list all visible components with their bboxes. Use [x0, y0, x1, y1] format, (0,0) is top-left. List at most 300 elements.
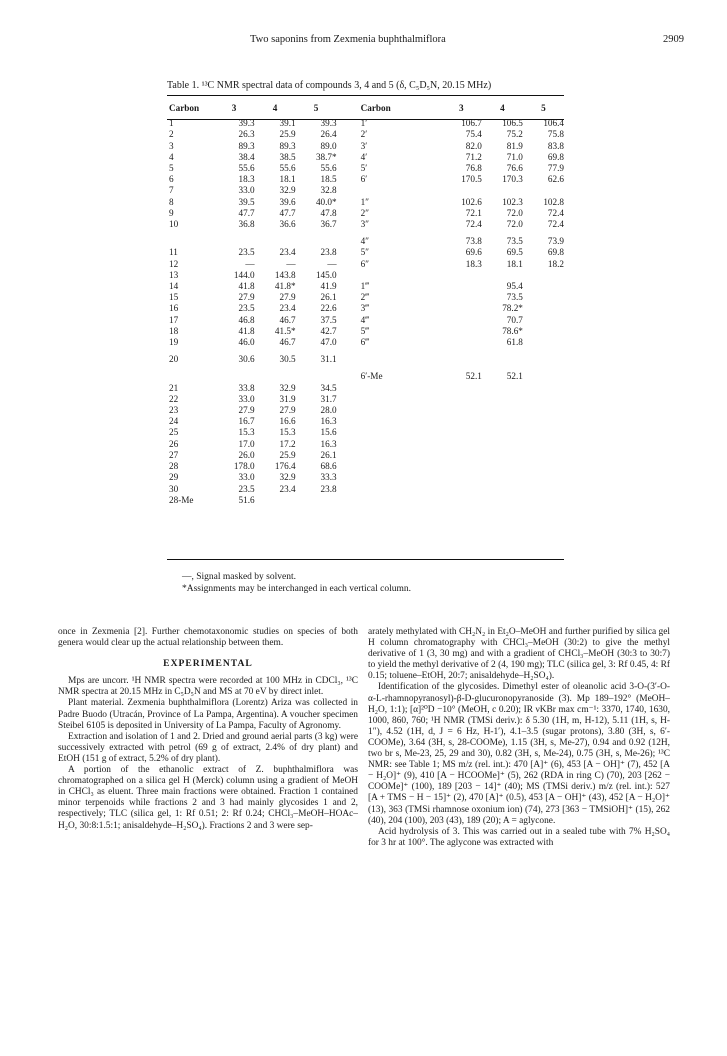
table-cell — [337, 427, 441, 438]
table-cell: 30.5 — [279, 354, 296, 365]
table-cell — [523, 427, 564, 438]
table-cell — [482, 427, 523, 438]
table-row — [167, 427, 564, 438]
table-cell: 3′ — [360, 140, 368, 151]
table-cell: 18.5 — [320, 174, 337, 185]
table-cell: 81.9 — [506, 140, 523, 151]
table-cell: 89.3 — [238, 140, 255, 151]
table-cell: 55.6 — [279, 163, 296, 174]
table-cell: 1′ — [360, 118, 368, 129]
right-text-column — [368, 627, 670, 849]
table-cell: 73.5 — [506, 292, 523, 303]
table-cell: 19 — [169, 337, 179, 348]
table-cell: 47.8 — [320, 207, 337, 218]
table-cell: 106.7 — [461, 118, 482, 129]
table-cell — [337, 405, 441, 416]
table-cell — [441, 427, 482, 438]
table-cell — [441, 315, 482, 326]
footnote-masked: —, Signal masked by solvent. — [182, 572, 296, 582]
table-cell: 68.6 — [320, 461, 337, 472]
table-cell: 40.0* — [315, 196, 337, 207]
table-cell: 25.9 — [279, 449, 296, 460]
table-cell — [482, 450, 523, 461]
table-cell: 32.9 — [279, 185, 296, 196]
table-cell: 27.9 — [279, 292, 296, 303]
table-cell: 23.5 — [238, 303, 255, 314]
table-row — [167, 208, 564, 219]
table-row — [167, 405, 564, 416]
table-row — [167, 129, 564, 140]
table-cell: 61.8 — [506, 337, 523, 348]
table-cell — [441, 484, 482, 495]
paragraph: arately methylated with CH₂N₂ in Et₂O–MeOH and further purified by silica gel H column chromatography with CHCl₃–MeOH (30:2) to give the methyl derivative of 1 (3, 30 mg) and with a gradient of CHCl₃–MeOH (30:3 to 30:7) to yield the methyl derivative of 2 (4, 190 mg); TLC (silica gel, 3: Rf 0.45, 4: Rf 0.15; toluene–EtOH, 20:7; anisaldehyde–H₂SO₄). — [368, 627, 670, 682]
table-cell — [482, 439, 523, 450]
table-cell: 46.8 — [238, 314, 255, 325]
footnote-assignments: *Assignments may be interchanged in each vertical column. — [182, 584, 411, 594]
table-row — [167, 337, 564, 348]
table-cell: 33.0 — [238, 185, 255, 196]
table-cell: 41.5* — [274, 325, 296, 336]
table-cell: 102.3 — [502, 196, 523, 207]
table-row — [167, 163, 564, 174]
table-cell — [523, 484, 564, 495]
table-cell: 17.0 — [238, 438, 255, 449]
table-cell: 4″ — [360, 236, 370, 247]
table-cell: 18.1 — [506, 258, 523, 269]
table-cell: 42.7 — [320, 325, 337, 336]
table-cell: 27.9 — [238, 292, 255, 303]
table-cell — [337, 439, 441, 450]
table-cell: 5″ — [360, 247, 370, 258]
table-cell — [441, 450, 482, 461]
table-cell: 23.4 — [279, 247, 296, 258]
table-cell — [255, 236, 296, 247]
table-cell: 38.4 — [238, 151, 255, 162]
table-cell: 62.6 — [547, 174, 564, 185]
table-cell: 69.8 — [547, 247, 564, 258]
table-cell: 72.4 — [547, 219, 564, 230]
table-cell: 26.1 — [320, 449, 337, 460]
table-cell: 55.6 — [238, 163, 255, 174]
paragraph: Plant material. Zexmenia buphthalmiflora (Lorentz) Ariza was collected in Padre Buodo (Utracán, Province of La Pampa, Argentina). A voucher specimen Steibel 6105 is deposited in University of La Pampa, Faculty of Agronomy. — [58, 698, 358, 731]
table-cell: 41.8* — [274, 281, 296, 292]
table-cell — [441, 354, 482, 365]
table-cell — [441, 416, 482, 427]
table-cell: 15.3 — [279, 427, 296, 438]
table-cell: 16.3 — [320, 416, 337, 427]
table-cell — [441, 303, 482, 314]
table-cell: 71.0 — [506, 151, 523, 162]
table-cell — [523, 416, 564, 427]
paragraph: once in Zexmenia [2]. Further chemotaxonomic studies on species of both genera would clear up the actual relationship between them. — [58, 627, 358, 649]
nmr-table — [167, 103, 564, 506]
table-cell: 6″ — [360, 258, 370, 269]
table-cell — [523, 185, 564, 196]
table-row — [167, 118, 564, 129]
table-cell: 73.5 — [506, 236, 523, 247]
table-cell: 178.0 — [233, 461, 255, 472]
column-header: 3 — [459, 103, 464, 113]
table-cell: 52.1 — [465, 371, 482, 382]
running-header — [0, 34, 727, 48]
paragraph: Extraction and isolation of 1 and 2. Dried and ground aerial parts (3 kg) were successively extracted with petrol (69 g of extract, 2.4% of dry plant) and EtOH (151 g of extract, 5.2% of dry plant). — [58, 731, 358, 764]
table-cell: 1‴ — [360, 281, 370, 292]
table-cell: 41.8 — [238, 325, 255, 336]
table-cell: 4 — [169, 151, 174, 162]
table-cell: 7 — [169, 185, 174, 196]
table-cell — [441, 326, 482, 337]
table-cell: 39.5 — [238, 196, 255, 207]
table-cell — [441, 383, 482, 394]
table-row — [167, 270, 564, 281]
table-cell: 145.0 — [315, 269, 337, 280]
table-cell — [523, 472, 564, 483]
table-cell: 31.1 — [320, 354, 337, 365]
running-title: Two saponins from Zexmenia buphthalmiflora — [250, 34, 446, 45]
table-row — [167, 450, 564, 461]
table-cell — [441, 405, 482, 416]
table-cell: 102.8 — [543, 196, 564, 207]
table-cell: 22 — [169, 393, 179, 404]
column-header: 5 — [541, 103, 546, 113]
table-cell: 69.5 — [506, 247, 523, 258]
table-cell: 6 — [169, 174, 174, 185]
table-cell: 18 — [169, 325, 179, 336]
table-cell: 73.9 — [547, 236, 564, 247]
column-header: 4 — [272, 103, 278, 113]
table-cell: 106.5 — [502, 118, 523, 129]
table-cell — [523, 281, 564, 292]
table-cell — [337, 450, 441, 461]
table-cell — [441, 439, 482, 450]
table-cell — [441, 394, 482, 405]
table-cell — [255, 371, 296, 382]
table-cell: 55.6 — [320, 163, 337, 174]
table-bottom-rule — [167, 559, 564, 560]
table-cell: 6′-Me — [360, 371, 383, 382]
table-cell: 106.4 — [543, 118, 564, 129]
table-cell: 3‴ — [360, 303, 370, 314]
table-cell: 6′ — [360, 174, 368, 185]
table-row — [167, 259, 564, 270]
table-cell — [441, 292, 482, 303]
table-cell: 30 — [169, 483, 179, 494]
column-header: 3 — [231, 103, 237, 113]
table-cell: 28.0 — [320, 405, 337, 416]
table-cell — [214, 236, 255, 247]
table-cell — [523, 326, 564, 337]
table-row — [167, 141, 564, 152]
table-cell: 2′ — [360, 129, 368, 140]
column-header: Carbon — [360, 103, 391, 113]
table-cell: 28 — [169, 461, 179, 472]
table-cell — [167, 371, 214, 382]
table-cell: 46.7 — [279, 337, 296, 348]
table-cell: 16.6 — [279, 416, 296, 427]
table-cell: 89.3 — [279, 140, 296, 151]
table-cell — [441, 337, 482, 348]
table-cell — [482, 354, 523, 365]
table-row — [167, 236, 564, 247]
table-footnotes — [182, 571, 411, 595]
table-cell — [441, 281, 482, 292]
column-header: 4 — [500, 103, 505, 113]
table-row — [167, 315, 564, 326]
table-cell — [296, 236, 337, 247]
table-row — [167, 281, 564, 292]
column-header: Carbon — [169, 103, 200, 113]
table-cell: 26.4 — [320, 129, 337, 140]
paragraph: Mps are uncorr. ¹H NMR spectra were recorded at 100 MHz in CDCl₃, ¹³C NMR spectra at 20.15 MHz in C₅D₅N and MS at 70 eV by direct inlet. — [58, 676, 358, 698]
table-row — [167, 461, 564, 472]
table-row — [167, 303, 564, 314]
table-cell: 38.7* — [315, 151, 337, 162]
table-cell: 27.9 — [279, 405, 296, 416]
table-cell — [214, 371, 255, 382]
table-cell: 31.7 — [320, 393, 337, 404]
table-row — [167, 152, 564, 163]
table-cell — [337, 270, 441, 281]
table-cell: 170.3 — [502, 174, 523, 185]
table-cell — [523, 495, 564, 506]
table-cell — [482, 495, 523, 506]
table-cell: 8 — [169, 196, 174, 207]
table-cell: 10 — [169, 219, 179, 230]
table-cell: 33.0 — [238, 393, 255, 404]
table-cell: 39.6 — [279, 196, 296, 207]
table-cell: 95.4 — [506, 281, 523, 292]
table-cell — [255, 495, 296, 506]
table-cell: 26.0 — [238, 449, 255, 460]
table-cell: 21 — [169, 382, 179, 393]
table-cell: 72.4 — [547, 207, 564, 218]
table-cell — [523, 450, 564, 461]
table-cell — [441, 185, 482, 196]
table-cell: 144.0 — [233, 269, 255, 280]
table-cell — [523, 354, 564, 365]
paragraph: Identification of the glycosides. Dimethyl ester of oleanolic acid 3-O-(3′-O-α-L-rhamnopyranosyl)-β-D-glucuronopyranoside (3). Mp 189–192° (MeOH–H₂O, 1:1); [α]²⁰D −10° (MeOH, c 0.20); IR νKBr max cm⁻¹: 3370, 1740, 1630, 1000, 860, 760; ¹H NMR (TMSi deriv.): δ 5.30 (1H, m, H-12), 5.11 (1H, s, H-1″), 4.52 (1H, d, J = 6 Hz, H-1′), 4.1–3.5 (sugar protons), 3.80 (3H, s, 6′-COOMe), 3.64 (3H, s, 28-COOMe), 1.15 (3H, s, Me-27), 0.94 and 0.92 (12H, two br s, Me-23, 25, 29 and 30), 0.82 (3H, s, Me-24), 0.75 (3H, s, Me-26); ¹³C NMR: see Table 1; MS m/z (rel. int.): 470 [A]⁺ (6), 453 [A − OH]⁺ (7), 452 [A − H₂O]⁺ (9), 410 [A − HCOOMe]⁺ (5), 262 (RDA in ring C) (70), 203 [262 − COOMe]⁺ (100), 189 [203 − 14]⁺ (40); MS (TMSi deriv.) m/z (rel. int.): 527 [A + TMS − H − 15]⁺ (2), 470 [A]⁺ (0.5), 453 [A − OH]⁺ (43), 452 [A − H₂O]⁺ (13), 363 (TMSi rhamnose oxonium ion) (74), 273 [363 − TMSiOH]⁺ (15), 262 (40), 204 (100), 203 (43), 189 (20); A = aglycone. — [368, 682, 670, 826]
table-row — [167, 292, 564, 303]
paragraph: Acid hydrolysis of 3. This was carried out in a sealed tube with 7% H₂SO₄ for 3 hr at 100°. The aglycone was extracted with — [368, 826, 670, 848]
table-cell: 36.7 — [320, 219, 337, 230]
table-cell: 51.6 — [238, 494, 255, 505]
table-cell — [337, 472, 441, 483]
table-cell: 26 — [169, 438, 179, 449]
table-cell: 3″ — [360, 219, 370, 230]
table-cell — [337, 484, 441, 495]
table-cell: 18.3 — [465, 258, 482, 269]
table-cell — [337, 383, 441, 394]
table-cell: 47.7 — [238, 207, 255, 218]
table-cell — [482, 270, 523, 281]
table-cell: 26.3 — [238, 129, 255, 140]
table-cell: 23.8 — [320, 247, 337, 258]
table-cell — [523, 315, 564, 326]
table-header-row — [167, 103, 564, 118]
table-cell: 38.5 — [279, 151, 296, 162]
table-cell: 52.1 — [506, 371, 523, 382]
table-cell: 76.8 — [465, 163, 482, 174]
table-cell: 24 — [169, 416, 179, 427]
table-cell: 25.9 — [279, 129, 296, 140]
table-cell: 39.3 — [238, 118, 255, 129]
table-cell: 33.8 — [238, 382, 255, 393]
table-cell: 170.5 — [461, 174, 482, 185]
table-row — [167, 495, 564, 506]
table-row — [167, 484, 564, 495]
table-cell: 15.3 — [238, 427, 255, 438]
table-cell: — — [245, 258, 255, 269]
table-cell — [441, 495, 482, 506]
table-cell: 77.9 — [547, 163, 564, 174]
table-row — [167, 219, 564, 230]
table-cell: 75.4 — [465, 129, 482, 140]
table-cell — [482, 405, 523, 416]
table-cell: 46.7 — [279, 314, 296, 325]
table-cell: 12 — [169, 258, 179, 269]
table-cell: 6‴ — [360, 337, 370, 348]
table-cell: 23.5 — [238, 247, 255, 258]
table-cell: 18.3 — [238, 174, 255, 185]
table-row — [167, 394, 564, 405]
table-row — [167, 247, 564, 258]
table-row — [167, 416, 564, 427]
table-cell: 11 — [169, 247, 178, 258]
table-cell: 25 — [169, 427, 179, 438]
table-cell — [482, 394, 523, 405]
table-cell: 5‴ — [360, 325, 370, 336]
table-row — [167, 197, 564, 208]
table-row — [167, 472, 564, 483]
table-cell: 15 — [169, 292, 179, 303]
table-cell — [337, 394, 441, 405]
table-cell: 39.1 — [279, 118, 296, 129]
table-row — [167, 185, 564, 196]
table-cell: 72.1 — [465, 207, 482, 218]
table-cell: 32.9 — [279, 382, 296, 393]
table-top-rule — [167, 95, 564, 96]
table-cell: 76.6 — [506, 163, 523, 174]
table-cell: 17.2 — [279, 438, 296, 449]
table-cell: 9 — [169, 207, 174, 218]
table-cell: 18.2 — [547, 258, 564, 269]
table-cell: 18.1 — [279, 174, 296, 185]
table-cell: 23.8 — [320, 483, 337, 494]
table-cell: 23 — [169, 405, 179, 416]
left-text-column — [58, 627, 358, 832]
table-cell: 2‴ — [360, 292, 370, 303]
table-cell: 5 — [169, 163, 174, 174]
table-cell: 39.3 — [320, 118, 337, 129]
table-cell: 2″ — [360, 207, 370, 218]
table-cell — [337, 354, 441, 365]
section-heading: EXPERIMENTAL — [163, 658, 253, 670]
table-cell: 22.6 — [320, 303, 337, 314]
table-cell — [337, 495, 441, 506]
table-cell — [523, 337, 564, 348]
table-cell: 23.4 — [279, 303, 296, 314]
table-cell: 72.4 — [465, 219, 482, 230]
table-cell: 27.9 — [238, 405, 255, 416]
table-row — [167, 326, 564, 337]
table-cell: 70.7 — [506, 314, 523, 325]
table-cell: 3 — [169, 140, 174, 151]
table-cell: 36.6 — [279, 219, 296, 230]
table-cell — [523, 270, 564, 281]
table-cell — [482, 185, 523, 196]
table-cell: 176.4 — [274, 461, 296, 472]
table-cell: 82.0 — [465, 140, 482, 151]
table-cell: 31.9 — [279, 393, 296, 404]
table-cell: 14 — [169, 281, 179, 292]
table-cell: 2 — [169, 129, 174, 140]
table-cell: 29 — [169, 472, 179, 483]
table-cell — [441, 270, 482, 281]
table-cell — [523, 371, 564, 382]
table-cell: 28-Me — [169, 494, 194, 505]
table-cell: 26.1 — [320, 292, 337, 303]
table-cell: 23.5 — [238, 483, 255, 494]
table-cell — [523, 383, 564, 394]
table-cell — [296, 371, 337, 382]
table-cell — [523, 292, 564, 303]
paragraph: A portion of the ethanolic extract of Z. buphthalmiflora was chromatographed on a silica gel H (Merck) column using a gradient of MeOH in CHCl₃ as eluent. Three main fractions were obtained. Fraction 1 contained minor terpenoids while fractions 2 and 3 had mainly glycosides 1 and 2, respectively; TLC (silica gel, 1: Rf 0.51; 2: Rf 0.24; CHCl₃–MeOH–HOAc–H₂O, 30:8:1.5:1; anisaldehyde–H₂SO₄). Fractions 2 and 3 were sep- — [58, 765, 358, 831]
table-cell: 15.6 — [320, 427, 337, 438]
page-number: 2909 — [663, 34, 684, 45]
table-cell: 71.2 — [465, 151, 482, 162]
table-cell — [337, 185, 441, 196]
table-cell: 78.2* — [502, 303, 523, 314]
table-cell: 16 — [169, 303, 179, 314]
table-cell: 33.3 — [320, 472, 337, 483]
table-cell: 46.0 — [238, 337, 255, 348]
table-cell — [523, 461, 564, 472]
table-cell: 75.2 — [506, 129, 523, 140]
table-cell — [523, 303, 564, 314]
table-cell: 75.8 — [547, 129, 564, 140]
table-cell: 20 — [169, 354, 179, 365]
table-row — [167, 354, 564, 365]
table-cell: 4′ — [360, 151, 368, 162]
table-cell: 69.8 — [547, 151, 564, 162]
table-cell — [482, 416, 523, 427]
table-row — [167, 383, 564, 394]
table-row — [167, 439, 564, 450]
table-cell: 102.6 — [461, 196, 482, 207]
table-cell: 72.0 — [506, 207, 523, 218]
table-cell: 89.0 — [320, 140, 337, 151]
table-cell: 83.8 — [547, 140, 564, 151]
table-cell: 73.8 — [465, 236, 482, 247]
table-cell: 32.8 — [320, 185, 337, 196]
table-cell: 13 — [169, 269, 179, 280]
table-cell: 72.0 — [506, 219, 523, 230]
table-cell — [296, 495, 337, 506]
table-cell — [482, 383, 523, 394]
table-cell: 34.5 — [320, 382, 337, 393]
nmr-table-body — [167, 103, 564, 506]
table-cell: — — [286, 258, 296, 269]
table-cell: 143.8 — [274, 269, 296, 280]
table-cell: 33.0 — [238, 472, 255, 483]
table-cell: 23.4 — [279, 483, 296, 494]
table-cell: 47.0 — [320, 337, 337, 348]
table-cell: 1″ — [360, 196, 370, 207]
table-cell — [337, 416, 441, 427]
table-caption: Table 1. ¹³C NMR spectral data of compounds 3, 4 and 5 (δ, C₅D₅N, 20.15 MHz) — [167, 80, 492, 91]
table-cell — [482, 461, 523, 472]
table-cell: 41.9 — [320, 281, 337, 292]
